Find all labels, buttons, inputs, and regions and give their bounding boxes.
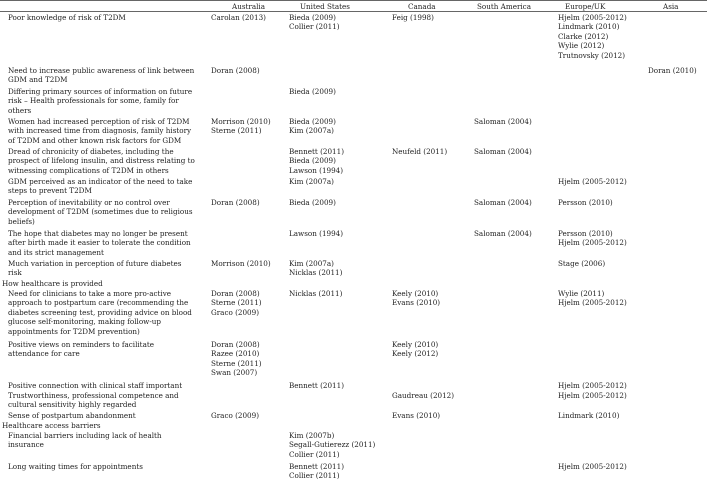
citation: Lawson (1994) xyxy=(289,229,344,238)
citation: Neufeld (2011) xyxy=(392,147,448,156)
europe-uk-cell xyxy=(558,391,643,400)
united-states-cell xyxy=(289,289,379,298)
citation: Nicklas (2011) xyxy=(289,268,343,278)
citation: Kim (2007a) xyxy=(289,259,334,268)
citation: Hjelm (2005-2012) xyxy=(558,462,627,471)
citation: Graco (2009) xyxy=(211,307,259,317)
theme-text-line: GDM and T2DM xyxy=(8,75,68,85)
theme-cell xyxy=(8,431,208,450)
citation: Doran (2008) xyxy=(211,289,260,298)
citation: Collier (2011) xyxy=(289,22,340,32)
united-states-cell xyxy=(289,198,379,207)
citation: Evans (2010) xyxy=(392,411,441,420)
canada-cell xyxy=(392,13,462,22)
canada-cell xyxy=(392,147,462,156)
citation: Morrison (2010) xyxy=(211,117,271,126)
theme-text-line: Perception of inevitability or no control over xyxy=(8,198,170,207)
theme-text-line: Much variation in perception of future diabetes xyxy=(8,259,182,268)
theme-text-line: Healthcare access barriers xyxy=(2,421,101,430)
theme-text-line: risk – Health professionals for some, family for xyxy=(8,96,179,106)
united-states-cell xyxy=(289,229,379,238)
theme-cell xyxy=(8,259,208,278)
citation: Stage (2006) xyxy=(558,259,606,268)
theme-text-line: of T2DM and other known risk factors for GDM xyxy=(8,135,182,145)
citation: Hjelm (2005-2012) xyxy=(558,177,627,186)
theme-text-line: How healthcare is provided xyxy=(2,279,103,288)
section-heading xyxy=(2,279,202,288)
europe-uk-cell xyxy=(558,259,643,268)
theme-text-line: appointments for T2DM prevention) xyxy=(8,326,140,336)
citation: Saloman (2004) xyxy=(474,117,532,126)
citation: Saloman (2004) xyxy=(474,198,532,207)
theme-text-line: Financial barriers including lack of health xyxy=(8,431,162,440)
theme-text-line: Trustworthiness, professional competence and xyxy=(8,391,179,400)
citation: Keely (2010) xyxy=(392,289,439,298)
citation: Doran (2010) xyxy=(648,66,697,75)
table-top-rule xyxy=(0,0,707,1)
citation: Collier (2011) xyxy=(289,449,340,459)
table-header-rule xyxy=(0,11,707,12)
theme-text-line: risk xyxy=(8,268,22,278)
australia-cell xyxy=(211,117,273,136)
citation: Lawson (1994) xyxy=(289,165,344,175)
theme-text-line: steps to prevent T2DM xyxy=(8,186,92,196)
citation: Lindmark (2010) xyxy=(558,22,620,32)
theme-text-line: others xyxy=(8,105,32,115)
column-header-europe-uk: Europe/UK xyxy=(565,2,606,11)
australia-cell xyxy=(211,198,273,207)
theme-text-line: prospect of lifelong insulin, and distress relating to xyxy=(8,156,195,166)
citation: Saloman (2004) xyxy=(474,229,532,238)
citation: Keely (2012) xyxy=(392,349,439,359)
theme-cell xyxy=(8,66,208,85)
citation: Trutnovsky (2012) xyxy=(558,50,626,60)
column-header-australia: Australia xyxy=(232,2,266,11)
theme-text-line: Poor knowledge of risk of T2DM xyxy=(8,13,126,22)
theme-text-line: Sense of postpartum abandonment xyxy=(8,411,136,420)
theme-text-line: development of T2DM (sometimes due to religious xyxy=(8,207,193,217)
theme-text-line: witnessing complications of T2DM in others xyxy=(8,165,169,175)
south-america-cell xyxy=(474,198,549,207)
column-header-united-states: United States xyxy=(300,2,350,11)
theme-text-line: GDM perceived as an indicator of the need to take xyxy=(8,177,193,186)
united-states-cell xyxy=(289,431,379,459)
canada-cell xyxy=(392,391,462,400)
australia-cell xyxy=(211,66,273,75)
citation: Evans (2010) xyxy=(392,298,441,308)
citation: Bieda (2009) xyxy=(289,13,336,22)
theme-cell xyxy=(8,198,208,226)
theme-cell xyxy=(8,340,208,359)
south-america-cell xyxy=(474,117,549,126)
citation: Sterne (2011) xyxy=(211,298,262,308)
citation: Bieda (2009) xyxy=(289,156,336,166)
citation: Swan (2007) xyxy=(211,368,258,378)
theme-text-line: diabetes screening test, providing advice on blood xyxy=(8,307,192,317)
citation: Hjelm (2005-2012) xyxy=(558,13,627,22)
south-america-cell xyxy=(474,229,549,238)
theme-cell xyxy=(8,177,208,196)
europe-uk-cell xyxy=(558,229,643,248)
citation: Keely (2010) xyxy=(392,340,439,349)
citation: Bennett (2011) xyxy=(289,462,345,471)
citation: Bennett (2011) xyxy=(289,147,345,156)
citation: Graco (2009) xyxy=(211,411,259,420)
citation: Sterne (2011) xyxy=(211,126,262,136)
europe-uk-cell xyxy=(558,411,643,420)
theme-text-line: attendance for care xyxy=(8,349,80,359)
europe-uk-cell xyxy=(558,289,643,308)
theme-text-line: The hope that diabetes may no longer be present xyxy=(8,229,188,238)
theme-cell xyxy=(8,147,208,175)
theme-text-line: Differing primary sources of information on future xyxy=(8,87,193,96)
united-states-cell xyxy=(289,259,379,278)
united-states-cell xyxy=(289,177,379,186)
citation: Kim (2007a) xyxy=(289,126,334,136)
theme-text-line: cultural sensitivity highly regarded xyxy=(8,400,137,410)
citation: Collier (2011) xyxy=(289,471,340,481)
united-states-cell xyxy=(289,13,379,32)
citation: Hjelm (2005-2012) xyxy=(558,391,627,400)
canada-cell xyxy=(392,340,462,359)
citation: Feig (1998) xyxy=(392,13,434,22)
theme-text-line: with increased time from diagnosis, family history xyxy=(8,126,192,136)
europe-uk-cell xyxy=(558,198,643,207)
citation: Clarke (2012) xyxy=(558,31,609,41)
theme-cell xyxy=(8,411,208,420)
europe-uk-cell xyxy=(558,177,643,186)
theme-text-line: beliefs) xyxy=(8,216,35,226)
section-heading xyxy=(2,421,202,430)
citation: Bennett (2011) xyxy=(289,381,345,390)
citation: Nicklas (2011) xyxy=(289,289,343,298)
citation: Segall-Gutierezz (2011) xyxy=(289,440,376,450)
united-states-cell xyxy=(289,462,379,481)
united-states-cell xyxy=(289,117,379,136)
citation: Kim (2007a) xyxy=(289,177,334,186)
theme-text-line: approach to postpartum care (recommending the xyxy=(8,298,189,308)
citation: Kim (2007b) xyxy=(289,431,335,440)
theme-cell xyxy=(8,381,208,390)
theme-text-line: insurance xyxy=(8,440,44,450)
theme-text-line: and its strict management xyxy=(8,247,104,257)
united-states-cell xyxy=(289,147,379,175)
citation: Gaudreau (2012) xyxy=(392,391,455,400)
europe-uk-cell xyxy=(558,462,643,471)
theme-text-line: Positive views on reminders to facilitate xyxy=(8,340,155,349)
citation: Razee (2010) xyxy=(211,349,260,359)
citation: Bieda (2009) xyxy=(289,117,336,126)
australia-cell xyxy=(211,340,273,378)
citation: Carolan (2013) xyxy=(211,13,266,22)
south-america-cell xyxy=(474,147,549,156)
column-header-south-america: South America xyxy=(477,2,531,11)
citation: Persson (2010) xyxy=(558,229,613,238)
canada-cell xyxy=(392,289,462,308)
theme-text-line: Need to increase public awareness of link between xyxy=(8,66,195,75)
citation: Hjelm (2005-2012) xyxy=(558,298,627,308)
australia-cell xyxy=(211,259,273,268)
theme-text-line: Dread of chronicity of diabetes, including the xyxy=(8,147,174,156)
citation: Hjelm (2005-2012) xyxy=(558,238,627,248)
citation: Doran (2008) xyxy=(211,198,260,207)
theme-cell xyxy=(8,289,208,336)
theme-cell xyxy=(8,87,208,115)
australia-cell xyxy=(211,411,273,420)
theme-text-line: Need for clinicians to take a more pro-active xyxy=(8,289,172,298)
united-states-cell xyxy=(289,381,379,390)
theme-text-line: after birth made it easier to tolerate the condition xyxy=(8,238,191,248)
europe-uk-cell xyxy=(558,13,643,60)
theme-text-line: glucose self-monitoring, making follow-up xyxy=(8,317,161,327)
canada-cell xyxy=(392,411,462,420)
australia-cell xyxy=(211,13,273,22)
citation: Morrison (2010) xyxy=(211,259,271,268)
asia-cell xyxy=(648,66,707,75)
theme-cell xyxy=(8,229,208,257)
citation: Sterne (2011) xyxy=(211,358,262,368)
theme-cell xyxy=(8,13,208,22)
citation: Saloman (2004) xyxy=(474,147,532,156)
theme-cell xyxy=(8,117,208,145)
column-header-asia: Asia xyxy=(663,2,679,11)
citation: Wylie (2011) xyxy=(558,289,605,298)
theme-text-line: Women had increased perception of risk of T2DM xyxy=(8,117,190,126)
theme-cell xyxy=(8,391,208,410)
theme-cell xyxy=(8,462,208,471)
column-header-canada: Canada xyxy=(408,2,436,11)
europe-uk-cell xyxy=(558,381,643,390)
united-states-cell xyxy=(289,87,379,96)
column-header-theme xyxy=(8,2,208,11)
theme-text-line: Positive connection with clinical staff important xyxy=(8,381,183,390)
citation: Doran (2008) xyxy=(211,66,260,75)
citation: Hjelm (2005-2012) xyxy=(558,381,627,390)
citation: Doran (2008) xyxy=(211,340,260,349)
citation: Persson (2010) xyxy=(558,198,613,207)
citation: Bieda (2009) xyxy=(289,198,336,207)
citation: Bieda (2009) xyxy=(289,87,336,96)
citation: Lindmark (2010) xyxy=(558,411,620,420)
theme-text-line: Long waiting times for appointments xyxy=(8,462,143,471)
australia-cell xyxy=(211,289,273,317)
citation: Wylie (2012) xyxy=(558,41,605,51)
